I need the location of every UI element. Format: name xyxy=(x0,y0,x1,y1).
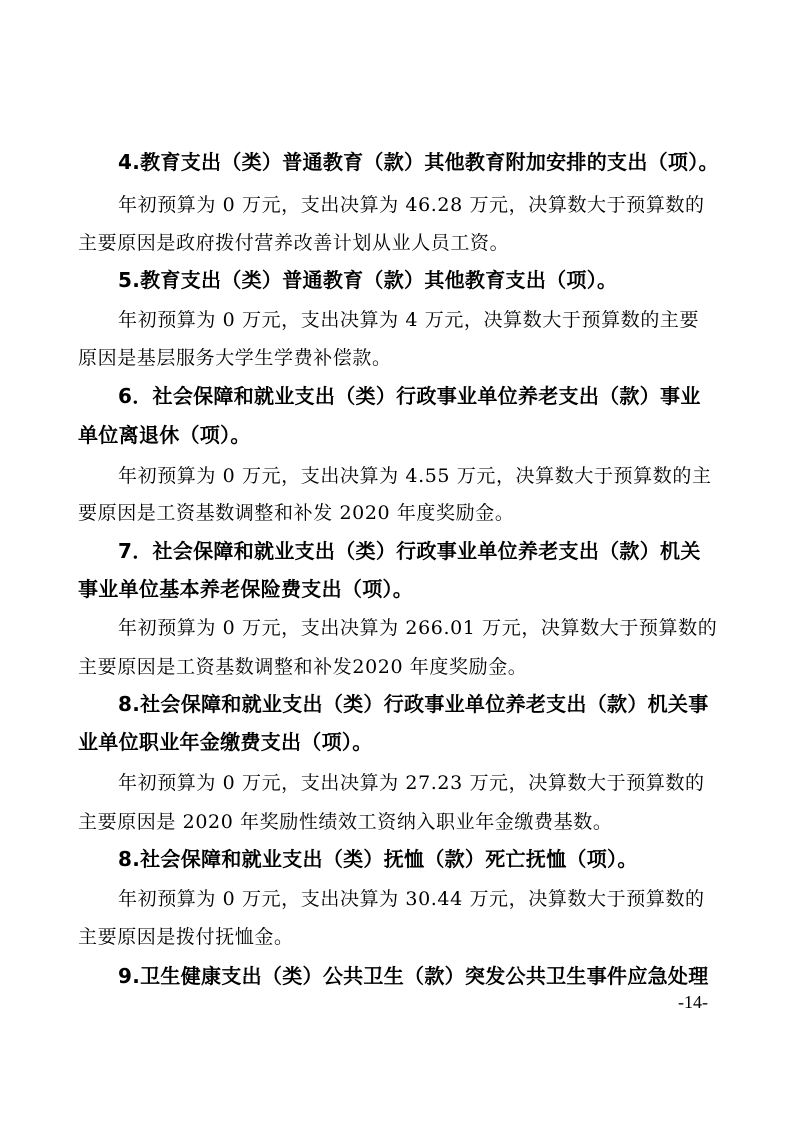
paragraph-line: 要原因是工资基数调整和补发 2020 年度奖励金。 xyxy=(78,502,515,524)
section-heading-9: 9.卫生健康支出（类）公共卫生（款）突发公共卫生事件应急处理 xyxy=(118,964,709,988)
section-heading-8-pension-continued: 业单位职业年金缴费支出（项）。 xyxy=(78,730,373,754)
paragraph-line: 主要原因是 2020 年奖励性绩效工资纳入职业年金缴费基数。 xyxy=(78,811,613,833)
paragraph-line: 年初预算为 0 万元，支出决算为 46.28 万元，决算数大于预算数的 xyxy=(118,194,705,216)
section-heading-7-continued: 事业单位基本养老保险费支出（项）。 xyxy=(78,577,414,601)
page-number: -14- xyxy=(678,992,708,1012)
section-heading-7: 7．社会保障和就业支出（类）行政事业单位养老支出（款）机关 xyxy=(118,539,701,563)
section-heading-6: 6．社会保障和就业支出（类）行政事业单位养老支出（款）事业 xyxy=(118,384,701,408)
paragraph-line: 主要原因是拨付抚恤金。 xyxy=(78,926,294,948)
paragraph-line: 年初预算为 0 万元，支出决算为 30.44 万元，决算数大于预算数的 xyxy=(118,888,705,910)
paragraph-line: 年初预算为 0 万元，支出决算为 266.01 万元，决算数大于预算数的 xyxy=(118,617,718,639)
section-heading-4: 4.教育支出（类）普通教育（款）其他教育附加安排的支出（项）。 xyxy=(118,150,719,174)
section-heading-6-continued: 单位离退休（项）。 xyxy=(78,423,251,447)
section-heading-8-pension: 8.社会保障和就业支出（类）行政事业单位养老支出（款）机关事 xyxy=(118,692,709,716)
paragraph-line: 年初预算为 0 万元，支出决算为 4.55 万元，决算数大于预算数的主 xyxy=(118,465,712,487)
section-heading-5: 5.教育支出（类）普通教育（款）其他教育支出（项）。 xyxy=(118,268,618,292)
paragraph-line: 原因是基层服务大学生学费补偿款。 xyxy=(78,347,392,369)
section-heading-8-pension-relief: 8.社会保障和就业支出（类）抚恤（款）死亡抚恤（项）。 xyxy=(118,847,638,871)
paragraph-line: 主要原因是工资基数调整和补发2020 年度奖励金。 xyxy=(78,656,528,678)
paragraph-line: 年初预算为 0 万元，支出决算为 27.23 万元，决算数大于预算数的 xyxy=(118,772,705,794)
paragraph-line: 主要原因是政府拨付营养改善计划从业人员工资。 xyxy=(78,232,510,254)
paragraph-line: 年初预算为 0 万元，支出决算为 4 万元，决算数大于预算数的主要 xyxy=(118,309,700,331)
